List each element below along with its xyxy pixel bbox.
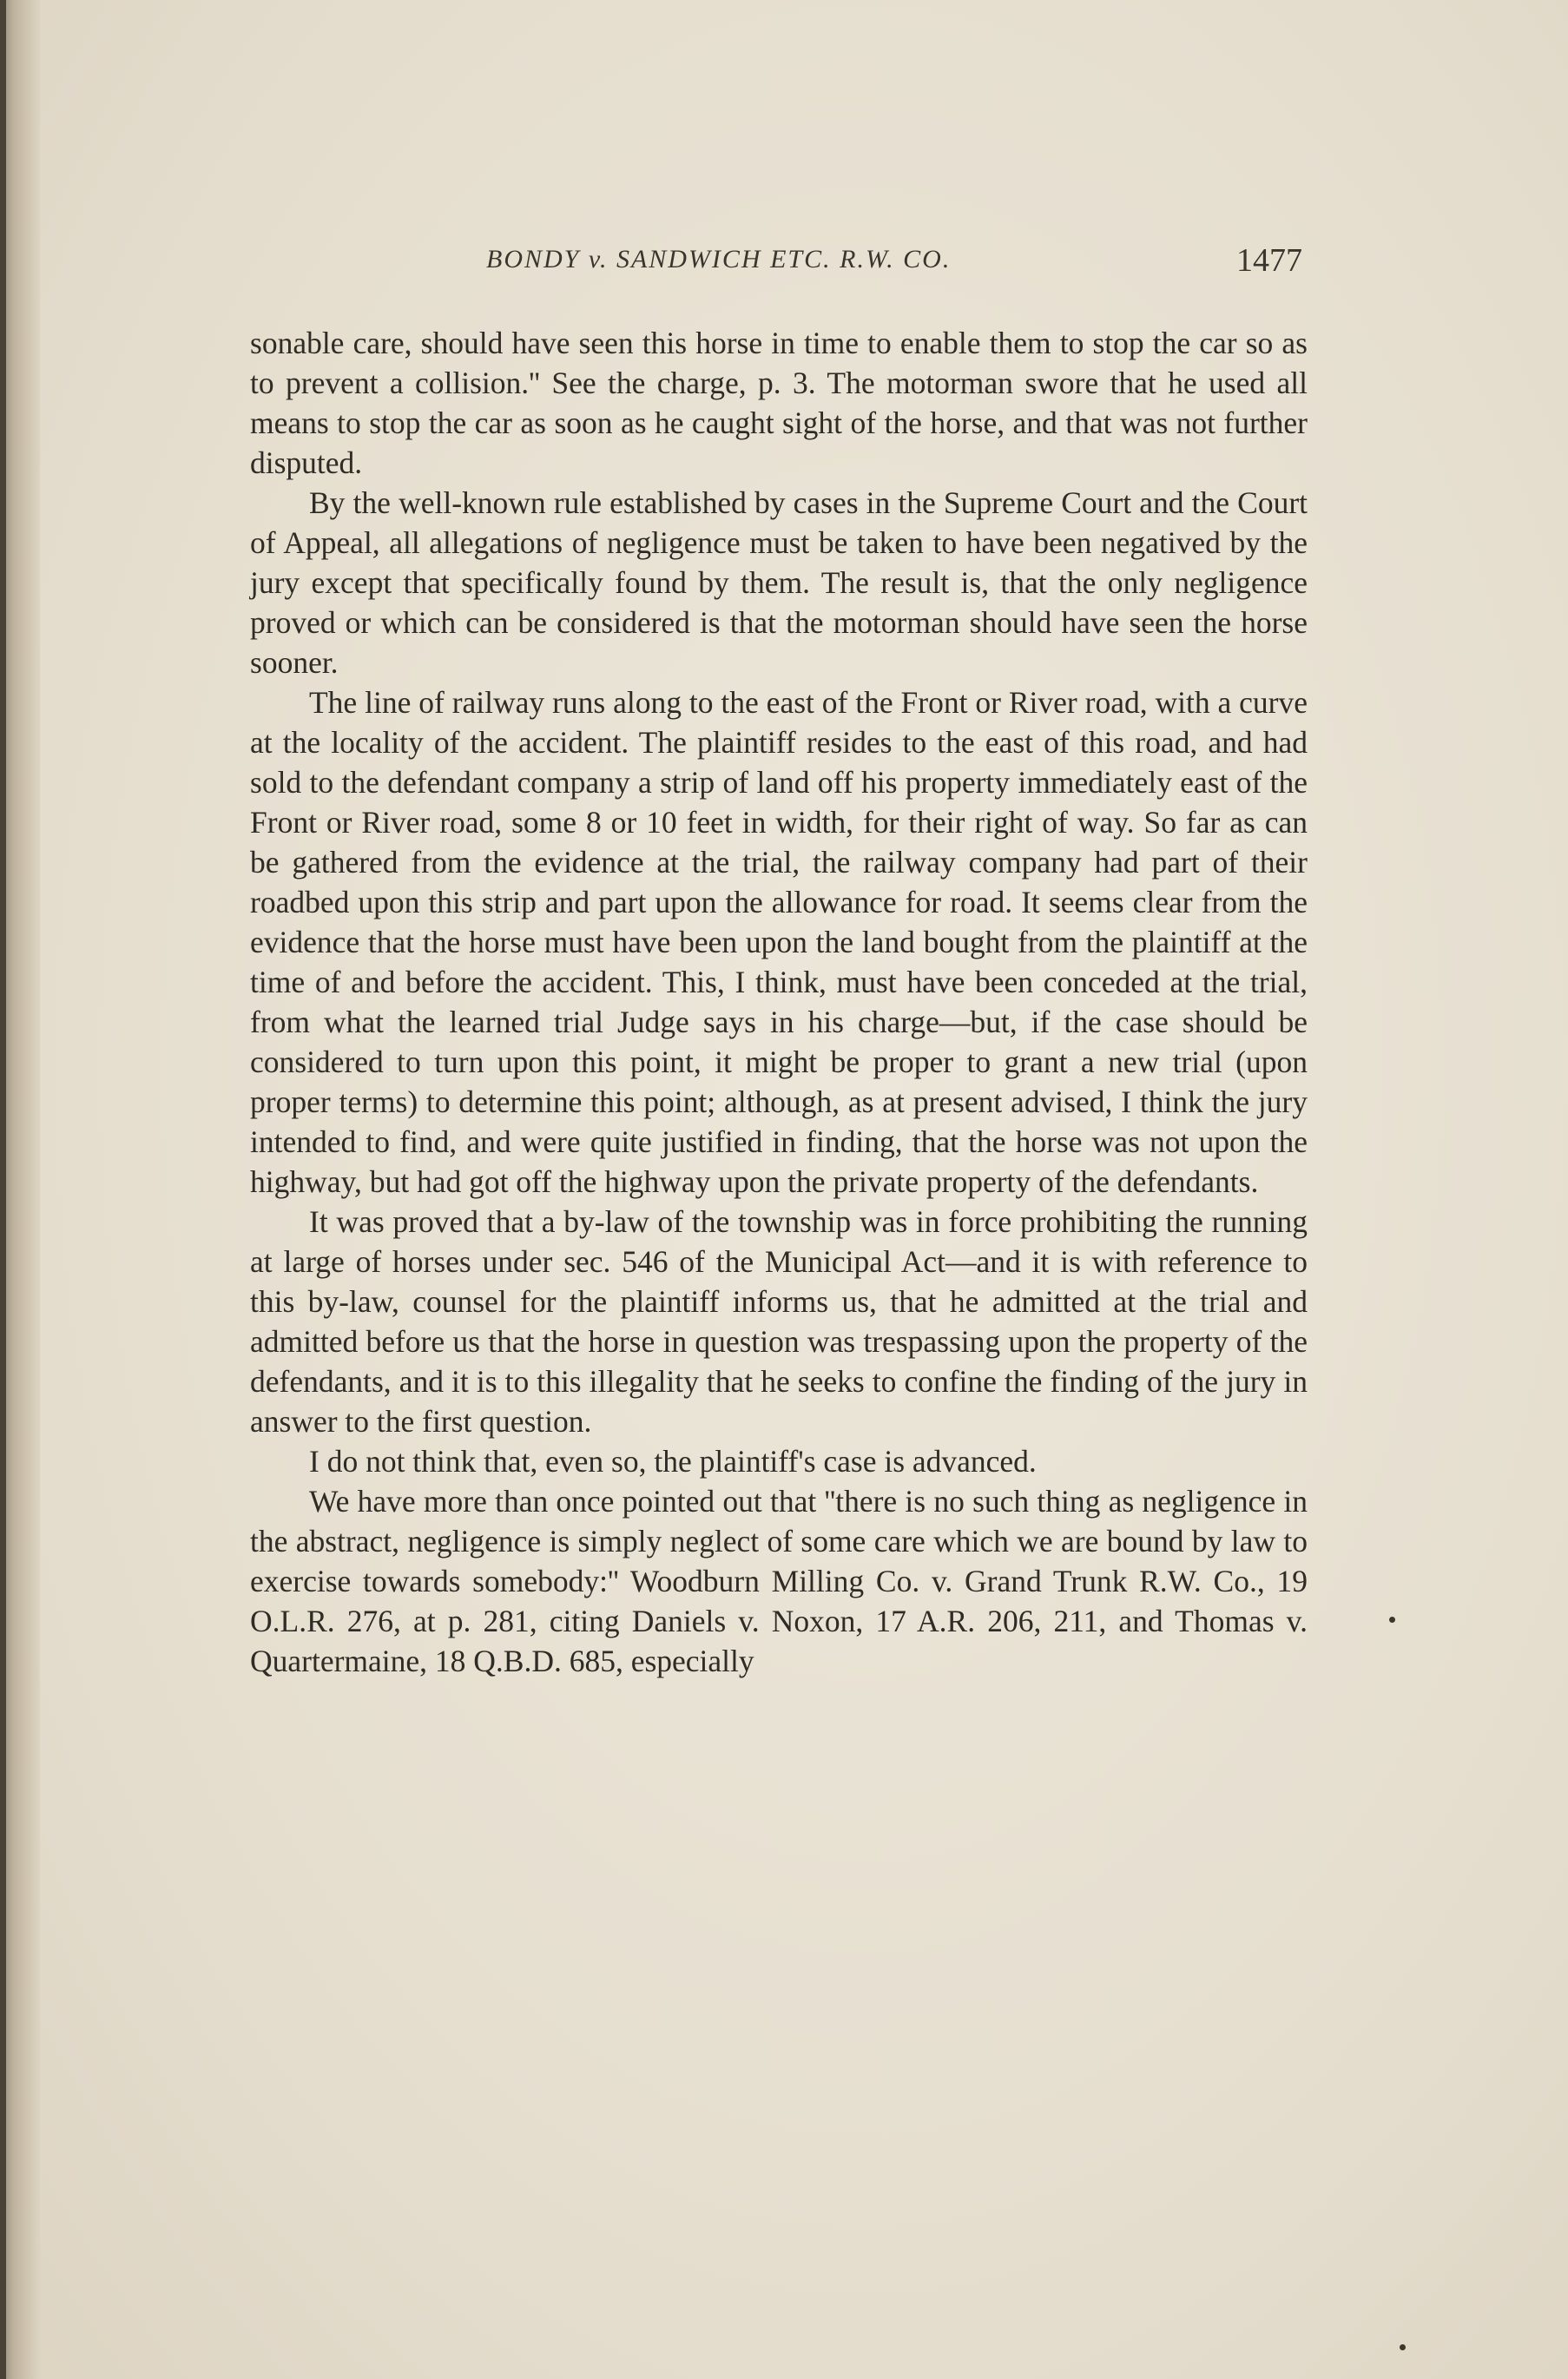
paragraph: We have more than once pointed out that ''there is no such thing as negligence in the abstract, negligence is simply neglect of some care which we are bound by law to exercise towards somebody:'' Woodburn Milling Co. v. Grand Trunk R.W. Co., 19 O.L.R. 276, at p. 281, citing Daniels v. Noxon, 17 A.R. 206, 211, and Thomas v. Quartermaine, 18 Q.B.D. 685, especially (250, 1484, 1308, 1678)
paragraph: The line of railway runs along to the east of the Front or River road, with a curve at the locality of the accident. The plaintiff resides to the east of this road, and had sold to the defendant company a strip of land off his property immediately east of the Front or River road, some 8 or 10 feet in width, for their right of way. So far as can be gathered from the evidence at the trial, the railway company had part of their roadbed upon this strip and part upon the allowance for road. It seems clear from the evidence that the horse must have been upon the land bought from the plaintiff at the time of and before the accident. This, I think, must have been conceded at the trial, from what the learned trial Judge says in his charge—but, if the case should be considered to turn upon this point, it might be proper to grant a new trial (upon proper terms) to determine this point; although, as at present advised, I think the jury intended to find, and were quite justified in finding, that the horse was not upon the highway, but had got off the highway upon the private property of the defendants. (250, 685, 1308, 1199)
paragraph: It was proved that a by-law of the township was in force prohibiting the running at large of horses under sec. 546 of the Municipal Act—and it is with reference to this by-law, counsel for the plaintiff informs us, that he admitted at the trial and admitted before us that the horse in question was trespassing upon the property of the defendants, and it is to this illegality that he seeks to confine the finding of the jury in answer to the first question. (250, 1204, 1308, 1439)
ink-speck (1400, 2344, 1406, 2350)
binding-edge (0, 0, 6, 2379)
body-text (250, 323, 1308, 1681)
paragraph-continuation: sonable care, should have seen this horse in time to enable them to stop the car so as to prevent a collision.'' See the charge, p. 3. The motorman swore that he used all means to stop the car as soon as he caught sight of the horse, and that was not further disputed. (250, 326, 1308, 480)
running-head-title: BONDY v. SANDWICH ETC. R.W. CO. (486, 245, 952, 273)
page-number: 1477 (1236, 242, 1302, 279)
ink-speck (1389, 1617, 1395, 1623)
paragraph: By the well-known rule established by cases in the Supreme Court and the Court of Appeal, all allegations of negligence must be taken to have been negatived by the jury except that specifically found by them. The result is, that the only negligence proved or which can be considered is that the motorman should have seen the horse sooner. (250, 485, 1308, 680)
running-head (252, 241, 1302, 293)
paragraph: I do not think that, even so, the plaintiff's case is advanced. (309, 1444, 1037, 1479)
